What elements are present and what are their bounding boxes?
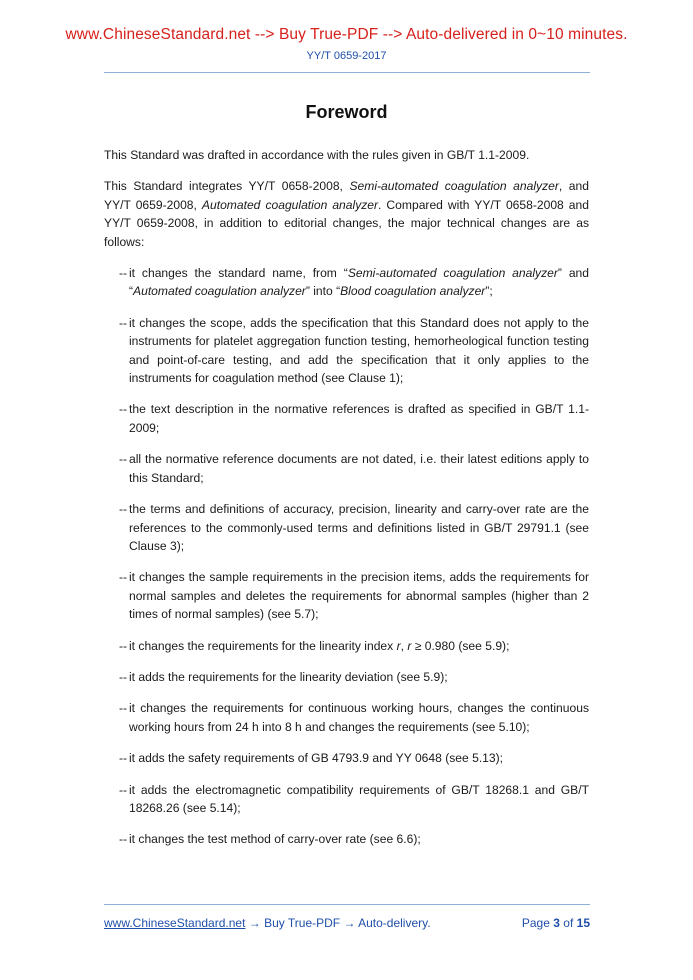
footer-promo: www.ChineseStandard.net → Buy True-PDF → Auto-delivery. [104,916,431,930]
list-item: -- it adds the requirements for the linearity deviation (see 5.9); [119,669,448,684]
document-code: YY/T 0659-2017 [306,50,387,62]
changes-list [104,264,589,849]
header-divider [104,72,590,73]
list-item: -- the text description in the normative references is drafted as specified in GB/T 1.1-2009; [119,402,589,435]
footer-divider [104,904,590,905]
page-number: Page 3 of 15 [521,916,590,930]
intro-paragraph-1: This Standard was drafted in accordance with the rules given in GB/T 1.1-2009. [104,148,530,162]
list-item: -- it changes the requirements for continuous working hours, changes the continuous working hours from 24 h into 8 h and changes the requirements (see 5.10); [119,701,589,734]
intro-paragraph-2: This Standard integrates YY/T 0658-2008, Semi-automated coagulation analyzer, and YY/T 0659-2008, Automated coagulation analyzer. Compared with YY/T 0658-2008 and YY/T 0659-2008, in addition to editorial changes, the major technical changes are as follows: [104,179,589,249]
page-title: Foreword [305,102,388,122]
list-item: -- it changes the requirements for the linearity index r, r ≥ 0.980 (see 5.9); [119,638,510,653]
list-item: -- the terms and definitions of accuracy, precision, linearity and carry-over rate are the references to the commonly-used terms and definitions listed in GB/T 29791.1 (see Clause 3); [119,502,589,553]
list-item: -- it changes the sample requirements in the precision items, adds the requirements for normal samples and deletes the requirements for abnormal samples (higher than 2 times of normal samples) (see 5.7); [119,570,589,622]
foreword-body [104,146,589,862]
list-item: -- it changes the standard name, from “Semi-automated coagulation analyzer” and “Automated coagulation analyzer” into “Blood coagulation analyzer”; [119,266,589,299]
list-item: -- it changes the scope, adds the specification that this Standard does not apply to the instruments for platelet aggregation function testing, hemorheological function testing and point-of-care testing, and add the specification that it only applies to the instruments for coagulation method (see Clause 1); [119,315,589,386]
list-item: -- all the normative reference documents are not dated, i.e. their latest editions apply to this Standard; [119,452,589,485]
list-item: -- it changes the test method of carry-over rate (see 6.6); [119,832,421,847]
list-item: -- it adds the safety requirements of GB 4793.9 and YY 0648 (see 5.13); [119,751,504,766]
top-banner[interactable]: www.ChineseStandard.net --> Buy True-PDF --> Auto-delivered in 0~10 minutes. [65,26,628,43]
footer-link[interactable]: www.ChineseStandard.net [104,916,246,930]
list-item: -- it adds the electromagnetic compatibility requirements of GB/T 18268.1 and GB/T 18268.26 (see 5.14); [119,782,589,815]
